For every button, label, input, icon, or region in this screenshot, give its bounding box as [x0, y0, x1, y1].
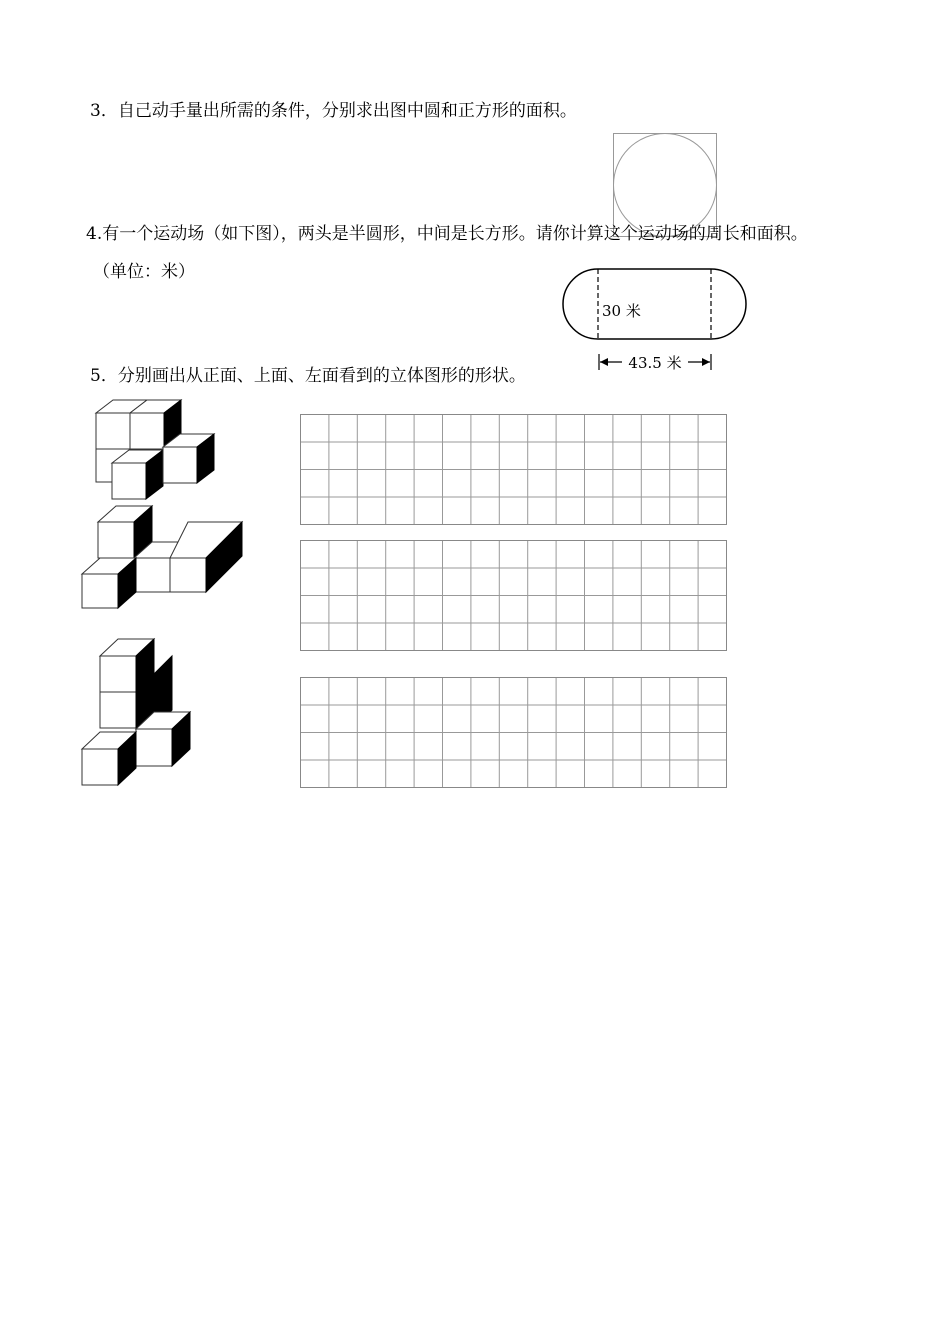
cube-figure-1	[90, 395, 240, 505]
cube-figure-3	[80, 636, 210, 786]
grid-paper-3[interactable]	[300, 677, 728, 789]
grid-paper-1[interactable]	[300, 414, 728, 526]
stadium-figure	[560, 266, 750, 376]
question-5-text: 5．分别画出从正面、上面、左面看到的立体图形的形状。	[90, 366, 526, 386]
stadium-length-label: 43.5 米	[628, 354, 682, 372]
grid-paper-2[interactable]	[300, 540, 728, 652]
stadium-width-label: 30 米	[602, 302, 641, 320]
question-4-unit: （单位：米）	[93, 262, 195, 282]
cube-figure-2	[80, 502, 250, 612]
question-4-text: 4.有一个运动场（如下图），两头是半圆形，中间是长方形。请你计算这个运动场的周长和面积。	[86, 224, 808, 244]
circle-in-square-figure	[613, 133, 717, 237]
question-3-text: 3．自己动手量出所需的条件，分别求出图中圆和正方形的面积。	[90, 101, 577, 121]
